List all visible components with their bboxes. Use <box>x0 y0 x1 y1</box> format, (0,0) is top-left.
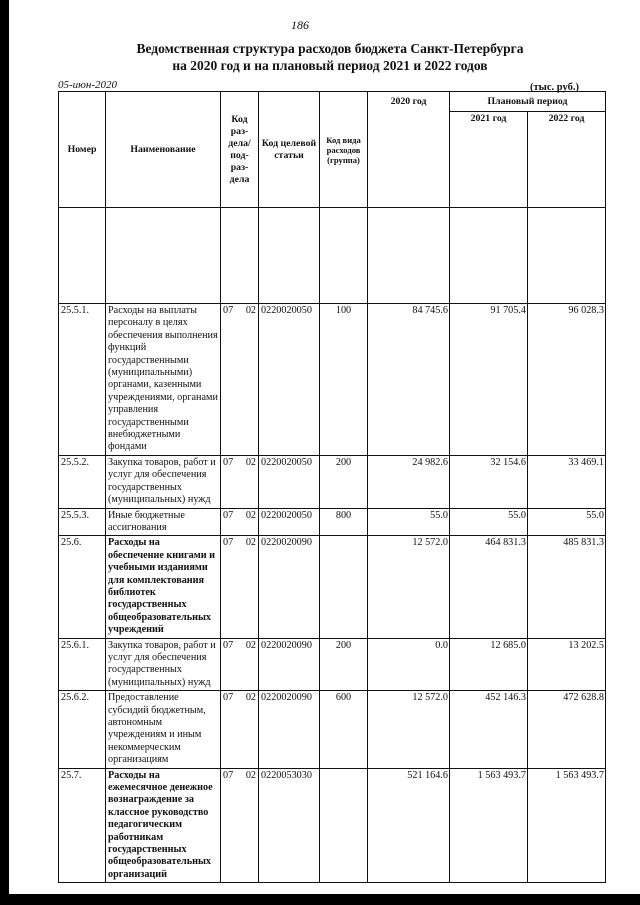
row-name: Закупка товаров, работ и услуг для обеспечения государственных (муниципальных) нужд <box>106 455 221 508</box>
scan-border-bottom <box>0 894 640 905</box>
row-name: Закупка товаров, работ и услуг для обеспечения государственных (муниципальных) нужд <box>106 638 221 691</box>
row-2020: 0.0 <box>368 638 450 691</box>
row-section: 07 <box>223 639 234 651</box>
row-2021: 55.0 <box>450 508 528 536</box>
row-target-code: 0220053030 <box>259 768 320 883</box>
row-number: 25.6. <box>59 536 106 638</box>
table-row <box>59 455 606 508</box>
row-2021: 452 146.3 <box>450 691 528 768</box>
row-2022: 13 202.5 <box>528 638 606 691</box>
row-section: 07 <box>223 537 234 549</box>
header-expense-type: Код вида расходов (группа) <box>320 92 368 208</box>
row-subsection: 02 <box>245 305 256 316</box>
title-line-1: Ведомственная структура расходов бюджета Санкт-Петербурга <box>136 41 524 56</box>
row-2021: 464 831.3 <box>450 536 528 638</box>
table-row <box>59 691 606 768</box>
row-section-code <box>221 638 259 691</box>
header-target-code: Код целевой статьи <box>259 92 320 208</box>
row-2022: 96 028.3 <box>528 304 606 456</box>
row-section-code <box>221 691 259 768</box>
row-name: Иные бюджетные ассигнования <box>106 508 221 536</box>
row-number: 25.5.1. <box>59 304 106 456</box>
row-subsection: 02 <box>245 456 256 468</box>
row-2021: 91 705.4 <box>450 304 528 456</box>
row-name: Расходы на ежемесячное денежное вознаграждение за классное руководство педагогическим работникам государственных общеобразовательных организаций <box>106 768 221 883</box>
row-target-code: 0220020050 <box>259 304 320 456</box>
row-subsection: 02 <box>245 509 256 521</box>
row-expense-type <box>320 536 368 638</box>
row-name: Расходы на обеспечение книгами и учебными изданиями для комплектования библиотек государственных общеобразовательных учреждений <box>106 536 221 638</box>
row-section-code <box>221 508 259 536</box>
page-number: 186 <box>291 18 309 32</box>
row-2022: 55.0 <box>528 508 606 536</box>
row-expense-type: 800 <box>320 508 368 536</box>
row-2022: 33 469.1 <box>528 455 606 508</box>
row-subsection: 02 <box>245 639 256 651</box>
row-2020: 12 572.0 <box>368 691 450 768</box>
row-2022: 485 831.3 <box>528 536 606 638</box>
row-subsection: 02 <box>245 769 256 781</box>
header-2022: 2022 год <box>528 112 606 208</box>
row-target-code: 0220020090 <box>259 638 320 691</box>
row-section-code <box>221 304 259 456</box>
row-2022: 472 628.8 <box>528 691 606 768</box>
row-expense-type: 100 <box>320 304 368 456</box>
row-number: 25.6.1. <box>59 638 106 691</box>
row-2020: 521 164.6 <box>368 768 450 883</box>
row-target-code: 0220020090 <box>259 536 320 638</box>
table-body <box>59 208 606 883</box>
row-2020: 12 572.0 <box>368 536 450 638</box>
row-section-code <box>221 768 259 883</box>
row-section: 07 <box>223 692 234 704</box>
row-number: 25.7. <box>59 768 106 883</box>
row-number: 25.5.3. <box>59 508 106 536</box>
table-row <box>59 768 606 883</box>
scan-border-left <box>0 0 9 905</box>
row-subsection: 02 <box>245 537 256 549</box>
row-expense-type: 200 <box>320 638 368 691</box>
units-label: (тыс. руб.) <box>530 82 579 93</box>
table-row <box>59 638 606 691</box>
row-expense-type: 200 <box>320 455 368 508</box>
row-target-code: 0220020050 <box>259 455 320 508</box>
row-section-code <box>221 536 259 638</box>
header-planned-period: Плановый период <box>450 92 606 112</box>
row-target-code: 0220020050 <box>259 508 320 536</box>
row-2021: 32 154.6 <box>450 455 528 508</box>
header-2021: 2021 год <box>450 112 528 208</box>
row-number: 25.6.2. <box>59 691 106 768</box>
row-expense-type <box>320 768 368 883</box>
row-2020: 24 982.6 <box>368 455 450 508</box>
document-title <box>60 40 600 74</box>
row-expense-type: 600 <box>320 691 368 768</box>
row-name: Предоставление субсидий бюджетным, автономным учреждениям и иным некоммерческим организациям <box>106 691 221 768</box>
row-target-code: 0220020090 <box>259 691 320 768</box>
row-section: 07 <box>223 305 234 316</box>
row-name: Расходы на выплаты персоналу в целях обеспечения выполнения функций государственными (муниципальными) органами, казенными учреждениями, органами управления государственными внебюджетными фондами <box>106 304 221 456</box>
header-2020: 2020 год <box>368 92 450 208</box>
row-subsection: 02 <box>245 692 256 704</box>
table-row <box>59 508 606 536</box>
row-2022: 1 563 493.7 <box>528 768 606 883</box>
budget-table <box>58 91 606 883</box>
document-date: 05-июн-2020 <box>58 79 118 91</box>
row-2021: 1 563 493.7 <box>450 768 528 883</box>
table-row <box>59 304 606 456</box>
row-section: 07 <box>223 769 234 781</box>
header-section-code: Код раз-дела/ под-раз-дела <box>221 92 259 208</box>
row-2021: 12 685.0 <box>450 638 528 691</box>
header-number: Номер <box>59 92 106 208</box>
header-name: Наименование <box>106 92 221 208</box>
table-row <box>59 536 606 638</box>
row-section: 07 <box>223 509 234 521</box>
table-spacer-row <box>59 208 606 304</box>
row-2020: 84 745.6 <box>368 304 450 456</box>
row-2020: 55.0 <box>368 508 450 536</box>
row-section-code <box>221 455 259 508</box>
row-number: 25.5.2. <box>59 455 106 508</box>
row-section: 07 <box>223 456 234 468</box>
title-line-2: на 2020 год и на плановый период 2021 и 2022 годов <box>172 58 488 73</box>
